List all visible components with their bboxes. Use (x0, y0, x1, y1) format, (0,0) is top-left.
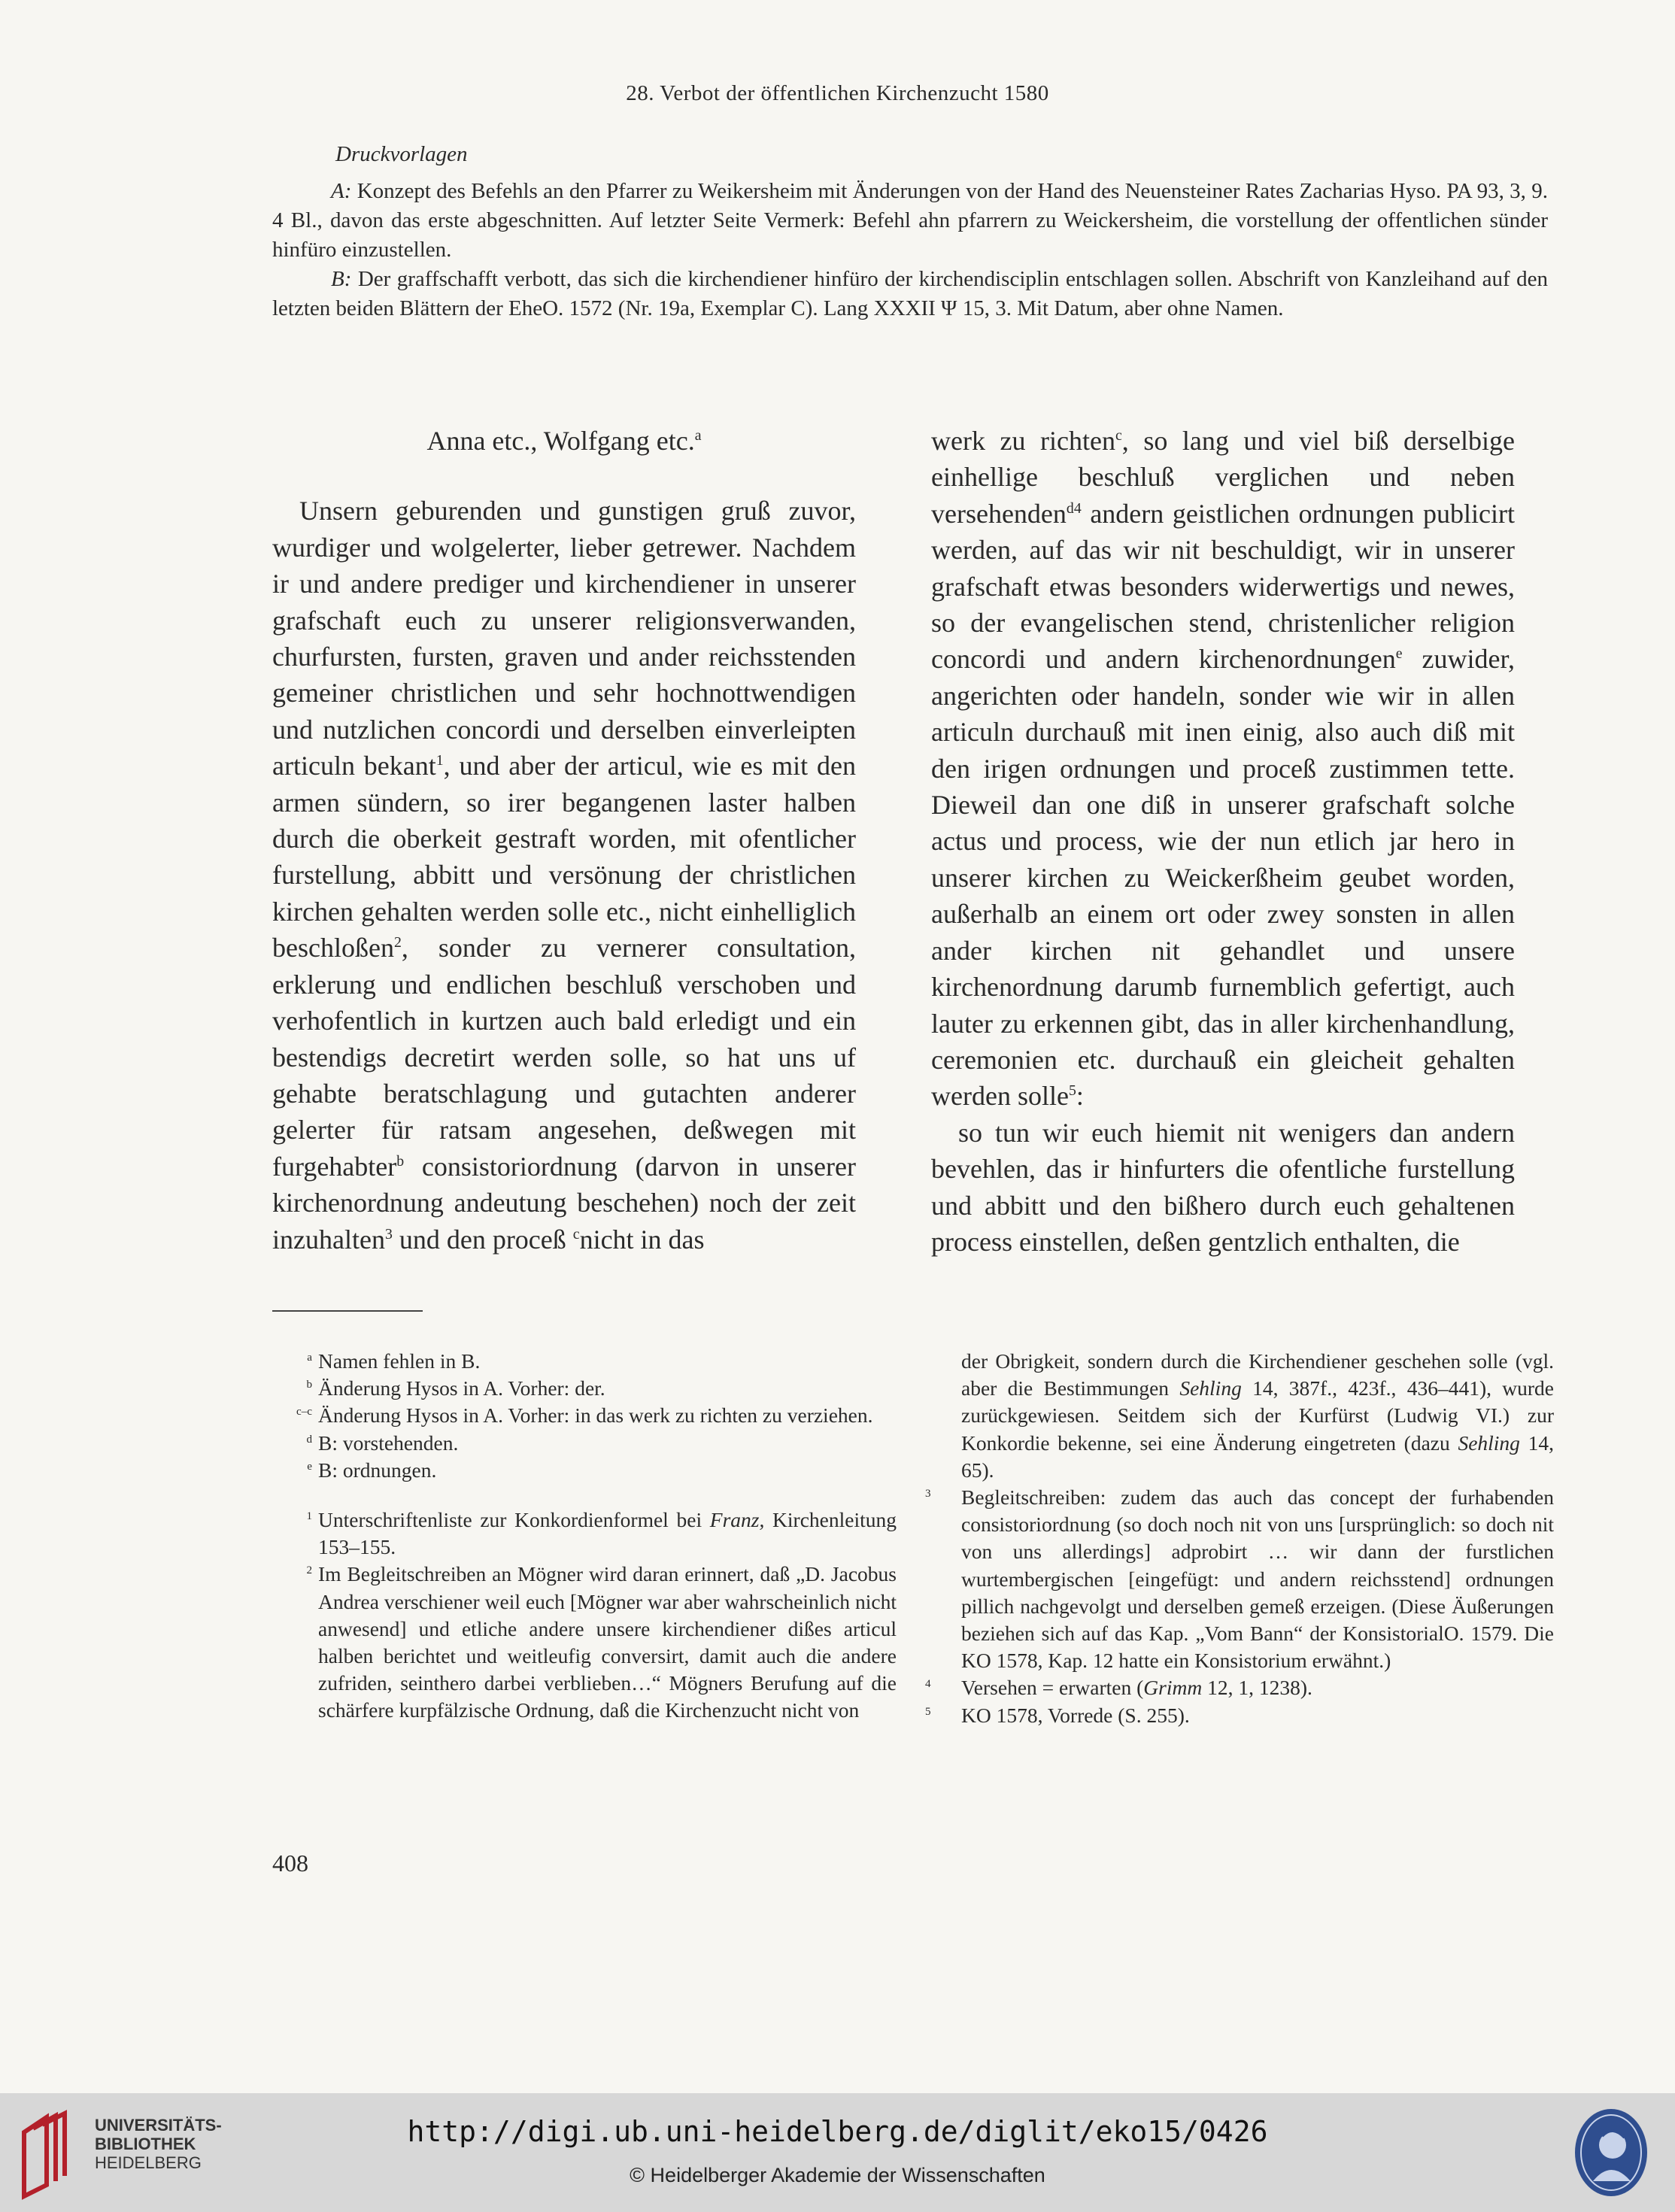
permalink-url[interactable]: http://digi.ub.uni-heidelberg.de/diglit/eko15/0426 (407, 2115, 1268, 2148)
body-paragraph: so tun wir euch hiemit nit wenigers dan andern bevehlen, das ir hinfurters die ofentliche furstellung und abbitt und den bißhero durch euch gehaltenen process einstellen, deßen gentzlich enthalten, die (931, 1117, 1515, 1257)
note-marker: c–c (296, 1406, 312, 1419)
sources-heading: Druckvorlagen (335, 142, 468, 166)
footnote (272, 1507, 897, 1561)
note-text: Namen fehlen in B. (318, 1349, 481, 1373)
salutation: Anna etc., Wolfgang etc.$^a$ (426, 426, 702, 456)
text-run: Begleitschreiben: zudem das auch das concept der furhabenden consistoriordnung (so doch noch nit von uns [ursprünglich: so doch nit von uns allerdings] adprobirt … wir dann der furstlichen wurtembergischen [eingefügt: und andern reichsstend] ordnungen pillich nachgevolgt und derselben gemeß erzeigen. (Diese Äußerungen beziehen sich auf das Kap. „Vom Bann“ der KonsistorialO. 1579. Die KO 1578, Kap. 12 hatte ein Konsistorium erwähnt.) (961, 1485, 1554, 1673)
text-run: Unterschriftenliste zur Konkordienformel bei (318, 1508, 710, 1532)
footnote-reference[interactable]: c (572, 1225, 580, 1243)
footnote (925, 1702, 1554, 1729)
text-run: 14, 65). (961, 1431, 1554, 1482)
body-paragraph (931, 423, 1515, 1115)
copyright-notice: © Heidelberger Akademie der Wissenschaften (630, 2164, 1045, 2186)
footnote (925, 1674, 1554, 1701)
footnote-number: 2 (306, 1564, 312, 1577)
text-run: Im Begleitschreiben an Mögner wird daran erinnert, daß „D. Jacobus Andrea verschiener weil euch [Mögner war aber wahrscheinlich nicht anwesend] und etliche andere unsere kirchendiener dißes articul halben berichtet und weitleufig conversirt, damit auch die andere zufriden, seinthero darbei verblieben…“ Mögners Berufung auf die schärfere kurpfälzische Ordnung, daß die Kirchenzucht nicht von (318, 1562, 897, 1722)
footnote-reference[interactable]: e (1395, 645, 1403, 663)
text-run: nicht in das (579, 1224, 705, 1255)
footer-bar (0, 2093, 1675, 2212)
footnote-continuation (943, 1348, 1554, 1484)
text-run: Versehen = erwarten ( (961, 1676, 1144, 1700)
footnote-number: 3 (925, 1487, 931, 1500)
note-marker: e (307, 1460, 312, 1473)
footnote-reference[interactable]: b (396, 1152, 405, 1170)
apparatus-note (272, 1402, 897, 1429)
text-run: Unsern geburenden und gunstigen gruß zuvor, wurdiger und wolgelerter, lieber getrewer. Nachdem ir und andere prediger und kirchendiener in unserer grafschaft euch zu unserer religionsverwanden, churfursten, fursten, graven und ander reichsstenden gemeiner christlichen und sehr hochnottwendigen und nutzlichen concordi und derselben einverleipten articuln bekant (272, 496, 856, 781)
note-marker: b (306, 1379, 312, 1391)
footnote-divider (272, 1310, 423, 1312)
footnotes-left-column (272, 1348, 897, 1725)
library-logo-text: UNIVERSITÄTS- BIBLIOTHEK HEIDELBERG (95, 2116, 222, 2172)
apparatus-note (272, 1348, 897, 1375)
footnote-reference[interactable]: 2 (393, 934, 402, 951)
text-run: der Obrigkeit, sondern durch die Kirchendiener geschehen solle (vgl. aber die Bestimmungen (961, 1349, 1554, 1400)
footnote (272, 1561, 897, 1724)
italic-citation: Grimm (1143, 1676, 1203, 1700)
footnotes-right-column (925, 1348, 1554, 1729)
text-run: Kirchenleitung 153–155. (318, 1508, 897, 1559)
source-description (272, 140, 1548, 323)
text-run: consistoriordnung (darvon in unserer kirchenordnung andeutung beschehen) noch der zeit inzuhalten (272, 1151, 856, 1255)
text-run: : (1076, 1081, 1084, 1112)
page-number: 408 (272, 1849, 308, 1877)
footnote-number: 5 (925, 1705, 931, 1718)
text-run: 12, 1, 1238). (1202, 1676, 1312, 1700)
apparatus-note (272, 1375, 897, 1402)
running-title: 28. Verbot der öffentlichen Kirchenzucht 1580 (626, 81, 1049, 105)
note-marker: d (306, 1433, 312, 1446)
source-entry-b: B: Der graffschafft verbott, das sich die kirchendiener hinfüro der kirchendisciplin entschlagen sollen. Abschrift von Kanzleihand auf den letzten beiden Blättern der EheO. 1572 (Nr. 19a, Exemplar C). Lang XXXII Ψ 15, 3. Mit Datum, aber ohne Namen. (272, 267, 1548, 320)
textual-apparatus (272, 1348, 897, 1484)
apparatus-note (272, 1430, 897, 1457)
portrait-seal-icon[interactable] (1572, 2106, 1650, 2199)
body-column-right (931, 423, 1515, 1260)
body-paragraph (272, 493, 856, 1258)
footnote-reference[interactable]: d4 (1066, 499, 1082, 517)
note-text: B: vorstehenden. (318, 1431, 459, 1455)
text-run: 14, 387f., 423f., 436–441), wurde zurückgewiesen. Seitdem sich der Kurfürst (Ludwig VI.) zur Konkordie bekenne, sei eine Änderung eingetreten (dazu (961, 1376, 1554, 1455)
text-run: andern geistlichen ordnungen publicirt werden, auf das wir nit beschuldigt, wir in unserer grafschaft etwas besonders widerwertigs und newes, so der evangelischen stend, christenlicher religion concordi und andern kirchenordnungen (931, 498, 1515, 675)
footnote-reference[interactable]: c (1115, 427, 1122, 444)
source-entry-a: A: Konzept des Befehls an den Pfarrer zu Weikersheim mit Änderungen von der Hand des Neuensteiner Rates Zacharias Hyso. PA 93, 3, 9. 4 Bl., davon das erste abgeschnitten. Auf letzter Seite Vermerk: Befehl ahn pfarrern zu Weickersheim, die vorstellung der offentlichen sünder hinfüro einzustellen. (272, 179, 1548, 262)
text-run: , so lang und viel biß derselbige einhellige beschluß verglichen und neben versehenden (931, 426, 1515, 529)
italic-citation: Sehling (1458, 1431, 1520, 1455)
footnote-reference[interactable]: 5 (1068, 1082, 1076, 1100)
text-run: , sonder zu vernerer consultation, erklerung und endlichen beschluß verschoben und verhofentlich in kurtzen auch bald erledigt und ein bestendigs decretirt werden solle, so hat uns uf gehabte beratschlagung und gutachten anderer gelerter für ratsam angesehen, deßwegen mit furgehabter (272, 933, 856, 1182)
footnotes-numbered (272, 1507, 897, 1725)
text-run: werk zu richten (931, 426, 1115, 456)
note-marker: a (307, 1351, 312, 1364)
body-column-left (272, 423, 856, 1258)
text-run: und den proceß (392, 1224, 573, 1255)
note-text: B: ordnungen. (318, 1458, 437, 1482)
note-text: Änderung Hysos in A. Vorher: in das werk zu richten zu verziehen. (318, 1403, 873, 1428)
footnotes-numbered (925, 1348, 1554, 1729)
note-text: Änderung Hysos in A. Vorher: der. (318, 1376, 605, 1400)
apparatus-note (272, 1457, 897, 1484)
text-run: , und aber der articul, wie es mit den armen sündern, so irer begangenen laster halben durch die oberkeit gestraft worden, mit ofentlicher furstellung, abbitt und versönung der christlichen kirchen gehalten werden solle etc., nicht einhelliglich beschloßen (272, 751, 856, 963)
italic-citation: Franz, (709, 1508, 765, 1532)
text-run: KO 1578, Vorrede (S. 255). (961, 1703, 1190, 1727)
footnote-number: 4 (925, 1678, 931, 1691)
footnote-number: 1 (306, 1510, 312, 1522)
italic-citation: Sehling (1179, 1376, 1242, 1400)
text-run: zuwider, angerichten oder handeln, sonder wie wir in allen articuln durchauß mit inen einig, also auch diß mit den irigen ordnungen und proceß zustimmen tette. Dieweil dan one diß in unserer grafschaft solche actus und process, wie der nun etlich jar hero in unserer kirchen zu Weickerßheim geubet worden, außerhalb an einem ort oder zwey sonsten in allen ander kirchen nit gehandlet und unsere kirchenordnung darumb furnemblich gefertigt, auch lauter zu erkennen gibt, das in aller kirchenhandlung, ceremonien etc. durchauß ein gleicheit gehalten werden solle (931, 644, 1515, 1112)
footnote-reference[interactable]: 1 (435, 752, 444, 769)
footnote (925, 1484, 1554, 1674)
footnote-reference[interactable]: 3 (384, 1225, 393, 1243)
